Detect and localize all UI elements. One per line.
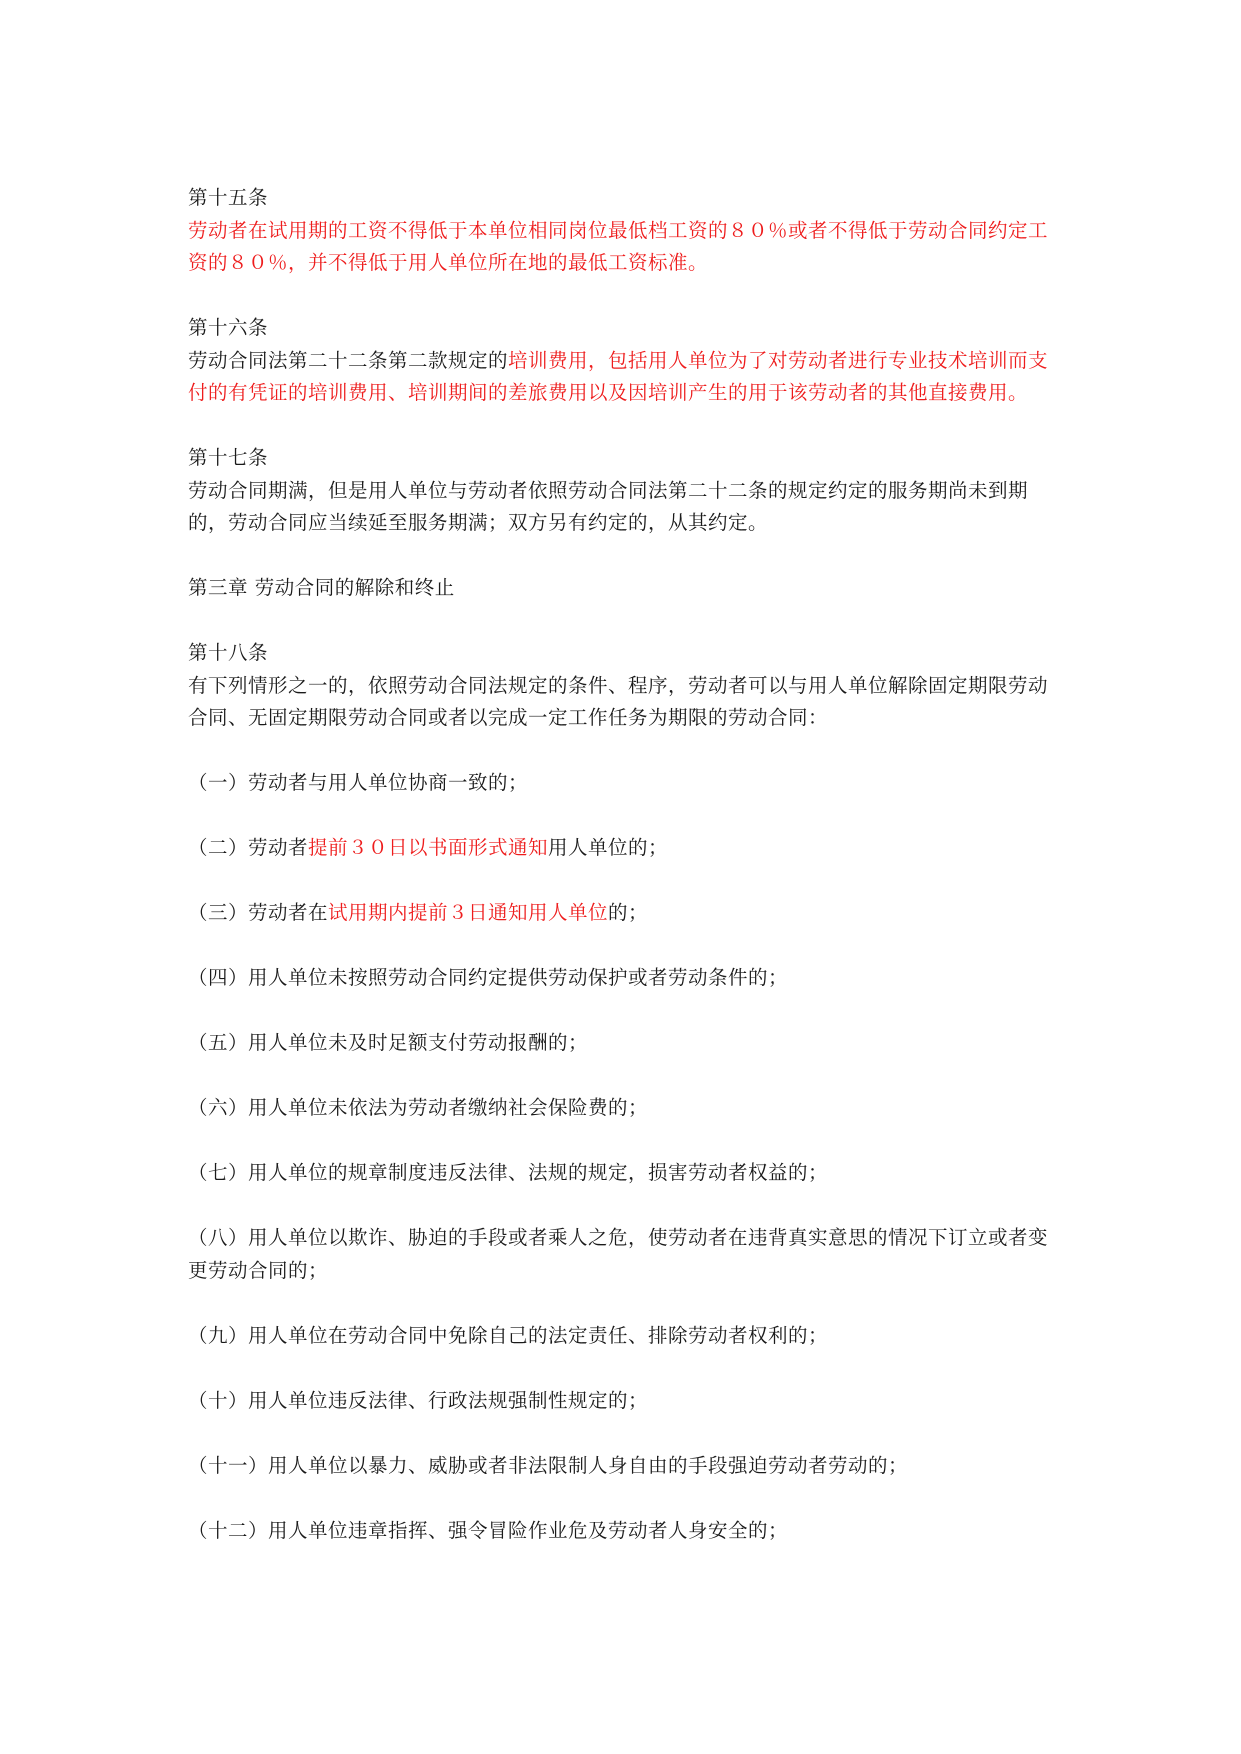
spacer xyxy=(188,865,1053,898)
article-15-text: 劳动者在试用期的工资不得低于本单位相同岗位最低档工资的８０％或者不得低于劳动合同约定工资的８０％，并不得低于用人单位所在地的最低工资标准。 xyxy=(188,218,1049,274)
article-18-item-10: （十）用人单位违反法律、行政法规强制性规定的； xyxy=(188,1388,649,1412)
spacer xyxy=(188,735,1053,768)
spacer xyxy=(188,605,1053,638)
spacer xyxy=(188,540,1053,573)
item-3-suffix: 的； xyxy=(608,901,649,924)
spacer xyxy=(188,995,1053,1028)
item-2-suffix: 用人单位的； xyxy=(548,836,669,859)
article-16-text-highlight: 培训费用，包括用人单位为了对劳动者进行专业技术培训而支付的有凭证的培训费用、培训期间的差旅费用以及因培训产生的用于该劳动者的其他直接费用。 xyxy=(188,348,1049,404)
article-18-item-1: （一）劳动者与用人单位协商一致的； xyxy=(188,771,529,794)
article-18-intro: 有下列情形之一的，依照劳动合同法规定的条件、程序，劳动者可以与用人单位解除固定期限劳动合同、无固定期限劳动合同或者以完成一定工作任务为期限的劳动合同： xyxy=(188,673,1049,729)
article-18-item-2 xyxy=(188,832,1053,865)
spacer xyxy=(188,1060,1053,1093)
article-18-item-7: （七）用人单位的规章制度违反法律、法规的规定，损害劳动者权益的； xyxy=(188,1161,829,1184)
article-16-heading: 第十六条 xyxy=(188,316,269,339)
article-18-heading: 第十八条 xyxy=(188,641,269,664)
article-18-item-5: （五）用人单位未及时足额支付劳动报酬的； xyxy=(188,1031,589,1054)
spacer xyxy=(188,1287,1053,1320)
article-18-item-9: （九）用人单位在劳动合同中免除自己的法定责任、排除劳动者权利的； xyxy=(188,1323,829,1347)
article-18-item-3 xyxy=(188,897,1053,930)
article-17-heading: 第十七条 xyxy=(188,446,269,469)
article-15-heading: 第十五条 xyxy=(188,186,269,209)
spacer xyxy=(188,930,1053,963)
article-18-item-11: （十一）用人单位以暴力、威胁或者非法限制人身自由的手段强迫劳动者劳动的； xyxy=(188,1453,909,1477)
article-18-item-6: （六）用人单位未依法为劳动者缴纳社会保险费的； xyxy=(188,1096,649,1119)
article-16-text-plain: 劳动合同法第二十二条第二款规定的 xyxy=(188,348,509,372)
spacer xyxy=(188,1190,1053,1223)
item-3-highlight: 试用期内提前３日通知用人单位 xyxy=(328,901,609,924)
spacer xyxy=(188,410,1053,443)
article-18-item-4: （四）用人单位未按照劳动合同约定提供劳动保护或者劳动条件的； xyxy=(188,966,789,989)
item-2-prefix: （二）劳动者 xyxy=(188,836,309,859)
item-2-highlight: 提前３０日以书面形式通知 xyxy=(308,836,549,859)
article-18-item-12: （十二）用人单位违章指挥、强令冒险作业危及劳动者人身安全的； xyxy=(188,1518,789,1542)
article-16-text xyxy=(188,345,1053,410)
spacer xyxy=(188,280,1053,313)
spacer xyxy=(188,800,1053,833)
spacer xyxy=(188,1352,1053,1385)
chapter-3-heading: 第三章 劳动合同的解除和终止 xyxy=(188,576,455,599)
spacer xyxy=(188,1482,1053,1515)
spacer xyxy=(188,1125,1053,1158)
item-3-prefix: （三）劳动者在 xyxy=(188,901,329,924)
document-body xyxy=(188,182,1053,1547)
article-18-item-8: （八）用人单位以欺诈、胁迫的手段或者乘人之危，使劳动者在违背真实意思的情况下订立或者变更劳动合同的； xyxy=(188,1226,1049,1282)
spacer xyxy=(188,1417,1053,1450)
article-17-text: 劳动合同期满，但是用人单位与劳动者依照劳动合同法第二十二条的规定约定的服务期尚未到期的，劳动合同应当续延至服务期满；双方另有约定的，从其约定。 xyxy=(188,478,1029,534)
